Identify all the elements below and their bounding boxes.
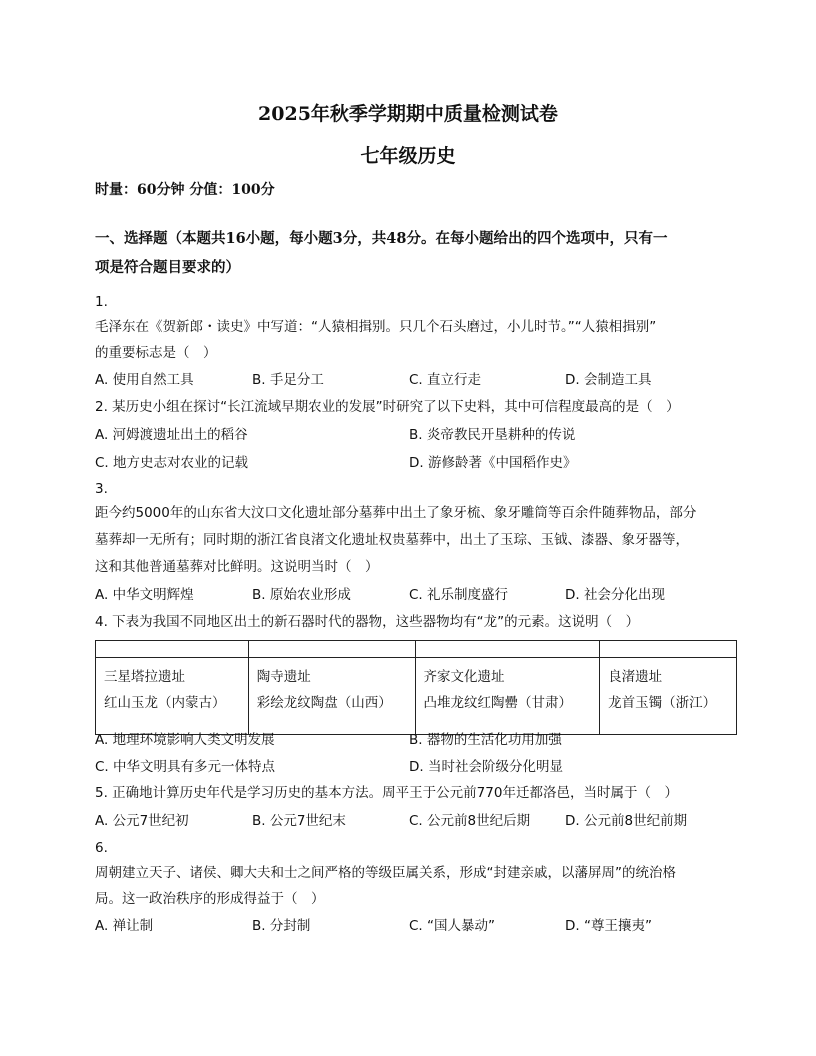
table-cell [96, 641, 249, 658]
table-cell [248, 641, 415, 658]
table-cell [96, 658, 249, 735]
q1-stem-line2: 的重要标志是（ ） [95, 345, 217, 361]
q4-option-b: B. 器物的生活化功用加强 [409, 732, 562, 748]
q5-option-b: B. 公元7世纪末 [252, 813, 346, 829]
q3-stem-line3: 这和其他普通墓葬对比鲜明。这说明当时（ ） [95, 559, 379, 575]
table-row [96, 658, 737, 735]
q3-option-b: B. 原始农业形成 [252, 587, 351, 603]
section-heading-line1: 一、选择题（本题共16小题，每小题3分，共48分。在每小题给出的四个选项中，只有一 [95, 230, 668, 247]
q4-stem: 4. 下表为我国不同地区出土的新石器时代的器物，这些器物均有“龙”的元素。这说明（ ） [95, 614, 640, 630]
table-cell [248, 658, 415, 735]
q4-option-d: D. 当时社会阶级分化明显 [409, 759, 563, 775]
artifact-name: 彩绘龙纹陶盘（山西） [256, 695, 392, 711]
q4-option-c: C. 中华文明具有多元一体特点 [95, 759, 276, 775]
q4-option-a: A. 地理环境影响人类文明发展 [95, 732, 275, 748]
q6-option-c: C. “国人暴动” [409, 918, 495, 934]
q1-number: 1. [95, 294, 108, 310]
q6-stem-line1: 周朝建立天子、诸侯、卿大夫和士之间严格的等级臣属关系，形成“封建亲戚，以藩屏周”的统治格 [95, 865, 676, 881]
q1-stem-line1: 毛泽东在《贺新郎・读史》中写道：“人猿相揖别。只几个石头磨过，小儿时节。”“人猿相揖别” [95, 319, 657, 335]
q5-option-d: D. 公元前8世纪前期 [565, 813, 688, 829]
q2-option-c: C. 地方史志对农业的记载 [95, 455, 249, 471]
section-heading-line2: 项是符合题目要求的） [95, 259, 240, 276]
q1-option-a: A. 使用自然工具 [95, 372, 194, 388]
q1-option-d: D. 会制造工具 [565, 372, 652, 388]
exam-subject: 七年级历史 [360, 145, 456, 167]
q6-option-a: A. 禅让制 [95, 918, 154, 934]
q5-stem: 5. 正确地计算历史年代是学习历史的基本方法。周平王于公元前770年迁都洛邑，当时属于（ ） [95, 785, 678, 801]
site-name: 陶寺遗址 [256, 669, 311, 685]
q1-option-b: B. 手足分工 [252, 372, 324, 388]
site-name: 良渚遗址 [608, 669, 663, 685]
q3-stem-line1: 距今约5000年的山东省大汶口文化遗址部分墓葬中出土了象牙梳、象牙雕筒等百余件随葬物品，部分 [95, 505, 697, 521]
table-cell [415, 658, 600, 735]
site-name: 齐家文化遗址 [423, 669, 505, 685]
table-cell [600, 658, 737, 735]
q6-option-d: D. “尊王攘夷” [565, 918, 652, 934]
q5-option-c: C. 公元前8世纪后期 [409, 813, 531, 829]
table-cell [600, 641, 737, 658]
q3-option-a: A. 中华文明辉煌 [95, 587, 194, 603]
artifact-name: 凸堆龙纹红陶罍（甘肃） [423, 695, 572, 711]
exam-title: 2025年秋季学期期中质量检测试卷 [258, 103, 558, 125]
site-name: 三星塔拉遗址 [104, 669, 185, 685]
q6-option-b: B. 分封制 [252, 918, 311, 934]
q1-option-c: C. 直立行走 [409, 372, 482, 388]
q4-artifact-table [95, 640, 737, 735]
q5-option-a: A. 公元7世纪初 [95, 813, 189, 829]
q2-option-d: D. 游修龄著《中国稻作史》 [409, 455, 577, 471]
q2-stem: 2. 某历史小组在探讨“长江流域早期农业的发展”时研究了以下史料，其中可信程度最高的是（ ） [95, 399, 680, 415]
q3-option-d: D. 社会分化出现 [565, 587, 665, 603]
q6-number: 6. [95, 840, 108, 856]
q3-option-c: C. 礼乐制度盛行 [409, 587, 509, 603]
artifact-name: 龙首玉镯（浙江） [608, 695, 717, 711]
q2-option-a: A. 河姆渡遗址出土的稻谷 [95, 427, 248, 443]
q2-option-b: B. 炎帝教民开垦耕种的传说 [409, 427, 576, 443]
table-cell [415, 641, 600, 658]
q3-number: 3. [95, 481, 108, 497]
exam-meta: 时量：60分钟 分值：100分 [95, 182, 275, 198]
artifact-name: 红山玉龙（内蒙古） [104, 695, 226, 711]
table-header-row [96, 641, 737, 658]
q3-stem-line2: 墓葬却一无所有；同时期的浙江省良渚文化遗址权贵墓葬中，出土了玉琮、玉钺、漆器、象牙器等， [95, 532, 689, 548]
q6-stem-line2: 局。这一政治秩序的形成得益于（ ） [95, 891, 325, 907]
